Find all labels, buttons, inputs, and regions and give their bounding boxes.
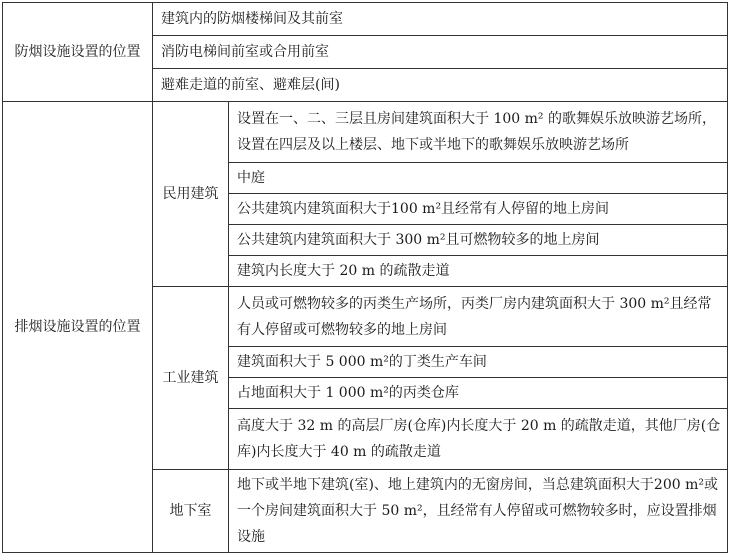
underground-label: 地下室: [153, 470, 229, 553]
industrial-building-label: 工业建筑: [153, 287, 229, 470]
industrial-item: 高度大于 32 m 的高层厂房(仓库)内长度大于 20 m 的疏散走道，其他厂房(仓库)内长度大于 40 m 的疏散走道: [229, 409, 728, 470]
smoke-prevention-item: 建筑内的防烟楼梯间及其前室: [153, 3, 728, 36]
underground-item: 地下或半地下建筑(室)、地上建筑内的无窗房间，当总建筑面积大于200 m²或一个房间建筑面积大于 50 m²，且经常有人停留或可燃物较多时，应设置排烟设施: [229, 470, 728, 553]
smoke-prevention-item: 消防电梯间前室或合用前室: [153, 36, 728, 69]
table-row: [3, 102, 728, 163]
industrial-item: 占地面积大于 1 000 m²的丙类仓库: [229, 378, 728, 409]
civil-item: 设置在一、二、三层且房间建筑面积大于 100 m² 的歌舞娱乐放映游艺场所，设置在四层及以上楼层、地下或半地下的歌舞娱乐放映游艺场所: [229, 102, 728, 163]
civil-item: 中庭: [229, 163, 728, 194]
smoke-prevention-label: 防烟设施设置的位置: [3, 3, 153, 102]
civil-item: 公共建筑内建筑面积大于 300 m²且可燃物较多的地上房间: [229, 225, 728, 256]
civil-item: 公共建筑内建筑面积大于100 m²且经常有人停留的地上房间: [229, 194, 728, 225]
table-row: [3, 3, 728, 36]
industrial-item: 建筑面积大于 5 000 m²的丁类生产车间: [229, 347, 728, 378]
smoke-prevention-item: 避难走道的前室、避难层(间): [153, 69, 728, 102]
civil-building-label: 民用建筑: [153, 102, 229, 287]
civil-item: 建筑内长度大于 20 m 的疏散走道: [229, 256, 728, 287]
industrial-item: 人员或可燃物较多的丙类生产场所，丙类厂房内建筑面积大于 300 m²且经常有人停留或可燃物较多的地上房间: [229, 287, 728, 347]
smoke-exhaust-label: 排烟设施设置的位置: [3, 102, 153, 553]
smoke-facility-table: [2, 2, 728, 553]
